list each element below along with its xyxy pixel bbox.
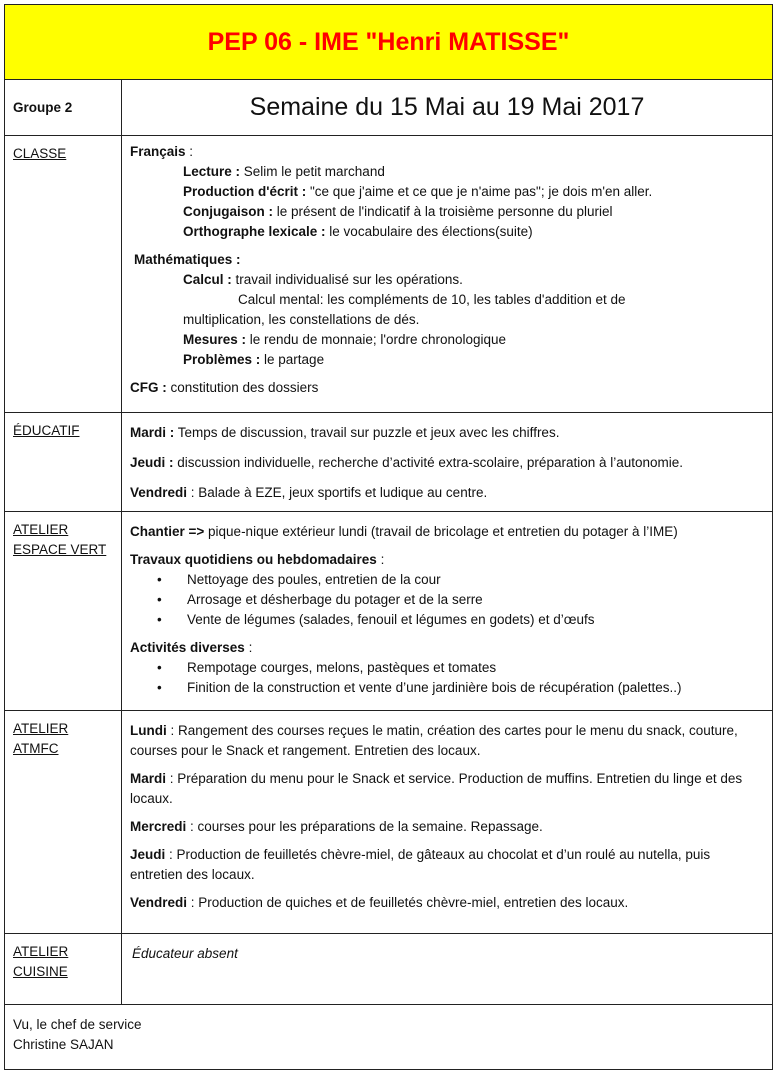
chantier-key: Chantier => <box>130 524 205 539</box>
travaux-list <box>130 570 764 630</box>
travaux-title: Travaux quotidiens ou hebdomadaires <box>130 552 377 567</box>
spacer <box>130 809 764 817</box>
section-content-classe <box>122 136 773 413</box>
list-item <box>130 590 764 610</box>
list-item-text: Rempotage courges, melons, pastèques et tomates <box>187 660 497 675</box>
list-item <box>130 570 764 590</box>
list-item <box>130 610 764 630</box>
spacer <box>130 630 764 638</box>
section-label-atmfc <box>5 711 122 934</box>
production-value: "ce que j'aime et ce que je n'aime pas"; je dois m'en aller. <box>306 184 653 199</box>
section-label-espace-vert <box>5 512 122 711</box>
production-key: Production d'écrit : <box>183 184 307 199</box>
day-text: Temps de discussion, travail sur puzzle et jeux avec les chiffres. <box>174 425 560 440</box>
section-educatif <box>5 413 773 512</box>
list-item-text: Arrosage et désherbage du potager et de la serre <box>187 592 483 607</box>
label-text: ESPACE VERT <box>13 542 107 557</box>
travaux-suffix: : <box>376 552 385 567</box>
cfg-value: constitution des dossiers <box>166 380 319 395</box>
bullet-icon: • <box>157 680 162 695</box>
label-text: ATELIER <box>13 721 69 736</box>
section-classe <box>5 136 773 413</box>
atmfc-row <box>130 721 764 761</box>
day-text: : Balade à EZE, jeux sportifs et ludique au centre. <box>187 485 488 500</box>
lecture-value: Selim le petit marchand <box>240 164 385 179</box>
chantier-line <box>130 522 764 542</box>
list-item <box>130 678 764 698</box>
label-text: ATMFC <box>13 741 59 756</box>
day-label: Vendredi <box>130 485 188 500</box>
title-cell <box>5 5 773 80</box>
day-label: Mercredi <box>130 819 187 834</box>
spacer <box>130 443 764 453</box>
maths-heading <box>130 250 764 270</box>
planning-document <box>4 4 772 1070</box>
calcul-key: Calcul : <box>183 272 232 287</box>
calcul-mental-line-1: Calcul mental: les compléments de 10, les tables d'addition et de <box>238 292 626 307</box>
activites-title: Activités diverses <box>130 640 245 655</box>
day-label: Mardi : <box>130 425 175 440</box>
calcul-value: travail individualisé sur les opérations. <box>231 272 463 287</box>
bullet-icon: • <box>157 572 162 587</box>
day-label: Vendredi <box>130 895 188 910</box>
cfg-line <box>130 378 764 398</box>
cuisine-note: Éducateur absent <box>132 946 238 961</box>
title-row <box>5 5 773 80</box>
group-label: Groupe 2 <box>5 80 122 136</box>
francais-title: Français <box>130 144 186 159</box>
educatif-row <box>130 453 764 473</box>
educatif-row <box>130 483 764 503</box>
activites-heading <box>130 638 764 658</box>
production-line <box>130 182 764 202</box>
day-label: Mardi <box>130 771 167 786</box>
planning-table <box>4 4 773 1070</box>
list-item-text: Finition de la construction et vente d’une jardinière bois de récupération (palettes..) <box>187 680 682 695</box>
conjugaison-value: le présent de l'indicatif à la troisième personne du pluriel <box>273 204 613 219</box>
orthographe-line <box>130 222 764 242</box>
spacer <box>130 473 764 483</box>
francais-suffix: : <box>185 144 194 159</box>
calcul-mental-line-2: multiplication, les constellations de dés. <box>183 312 420 327</box>
bullet-icon: • <box>157 592 162 607</box>
lecture-key: Lecture : <box>183 164 241 179</box>
list-item <box>130 658 764 678</box>
day-text: : Production de quiches et de feuilletés chèvre-miel, entretien des locaux. <box>187 895 629 910</box>
atmfc-row <box>130 769 764 809</box>
list-item-text: Nettoyage des poules, entretien de la cour <box>187 572 441 587</box>
section-label-classe <box>5 136 122 413</box>
lecture-line <box>130 162 764 182</box>
activites-list <box>130 658 764 698</box>
section-content-espace-vert <box>122 512 773 711</box>
problemes-value: le partage <box>260 352 325 367</box>
section-content-atmfc <box>122 711 773 934</box>
travaux-heading <box>130 550 764 570</box>
day-label: Jeudi <box>130 847 166 862</box>
bullet-icon: • <box>157 660 162 675</box>
spacer <box>130 370 764 378</box>
bullet-icon: • <box>157 612 162 627</box>
conjugaison-key: Conjugaison : <box>183 204 273 219</box>
day-text: : Rangement des courses reçues le matin, création des cartes pour le menu du snack, couture, courses pour le Snack et rangement. Entretien des locaux. <box>130 723 738 758</box>
francais-heading <box>130 142 764 162</box>
orthographe-value: le vocabulaire des élections(suite) <box>325 224 533 239</box>
label-text: ÉDUCATIF <box>13 423 80 438</box>
mesures-key: Mesures : <box>183 332 247 347</box>
spacer <box>130 761 764 769</box>
cfg-key: CFG : <box>130 380 167 395</box>
footer-line-1: Vu, le chef de service <box>13 1017 142 1032</box>
section-atmfc <box>5 711 773 934</box>
spacer <box>130 542 764 550</box>
document-title: PEP 06 - IME "Henri MATISSE" <box>207 28 570 56</box>
atmfc-row <box>130 817 764 837</box>
list-item-text: Vente de légumes (salades, fenouil et légumes en godets) et d’œufs <box>187 612 595 627</box>
calcul-line <box>130 270 764 290</box>
mesures-line <box>130 330 764 350</box>
maths-title: Mathématiques : <box>134 252 241 267</box>
week-row <box>5 80 773 136</box>
orthographe-key: Orthographe lexicale : <box>183 224 326 239</box>
label-text: ATELIER <box>13 522 69 537</box>
section-content-cuisine <box>122 934 773 1005</box>
day-text: discussion individuelle, recherche d’activité extra-scolaire, préparation à l’autonomie. <box>173 455 684 470</box>
spacer <box>130 242 764 250</box>
day-text: : Préparation du menu pour le Snack et service. Production de muffins. Entretien du linge et des locaux. <box>130 771 743 806</box>
conjugaison-line <box>130 202 764 222</box>
chantier-value: pique-nique extérieur lundi (travail de bricolage et entretien du potager à l’IME) <box>204 524 678 539</box>
section-espace-vert <box>5 512 773 711</box>
day-text: : Production de feuilletés chèvre-miel, de gâteaux au chocolat et d’un roulé au nutella, puis entretien des locaux. <box>130 847 711 882</box>
section-label-educatif <box>5 413 122 512</box>
day-label: Lundi <box>130 723 167 738</box>
footer-signatory: Christine SAJAN <box>13 1037 114 1052</box>
label-text: CLASSE <box>13 146 67 161</box>
spacer <box>130 837 764 845</box>
section-label-cuisine <box>5 934 122 1005</box>
day-label: Jeudi : <box>130 455 174 470</box>
activites-suffix: : <box>244 640 253 655</box>
label-text: CUISINE <box>13 964 68 979</box>
week-title: Semaine du 15 Mai au 19 Mai 2017 <box>122 80 773 136</box>
atmfc-row <box>130 845 764 885</box>
educatif-row <box>130 423 764 443</box>
atmfc-row <box>130 893 764 913</box>
problemes-key: Problèmes : <box>183 352 261 367</box>
mesures-value: le rendu de monnaie; l'ordre chronologique <box>246 332 507 347</box>
label-text: ATELIER <box>13 944 69 959</box>
day-text: : courses pour les préparations de la semaine. Repassage. <box>186 819 543 834</box>
section-content-educatif <box>122 413 773 512</box>
footer-row <box>5 1005 773 1070</box>
section-cuisine <box>5 934 773 1005</box>
spacer <box>130 885 764 893</box>
problemes-line <box>130 350 764 370</box>
footer-cell <box>5 1005 773 1070</box>
